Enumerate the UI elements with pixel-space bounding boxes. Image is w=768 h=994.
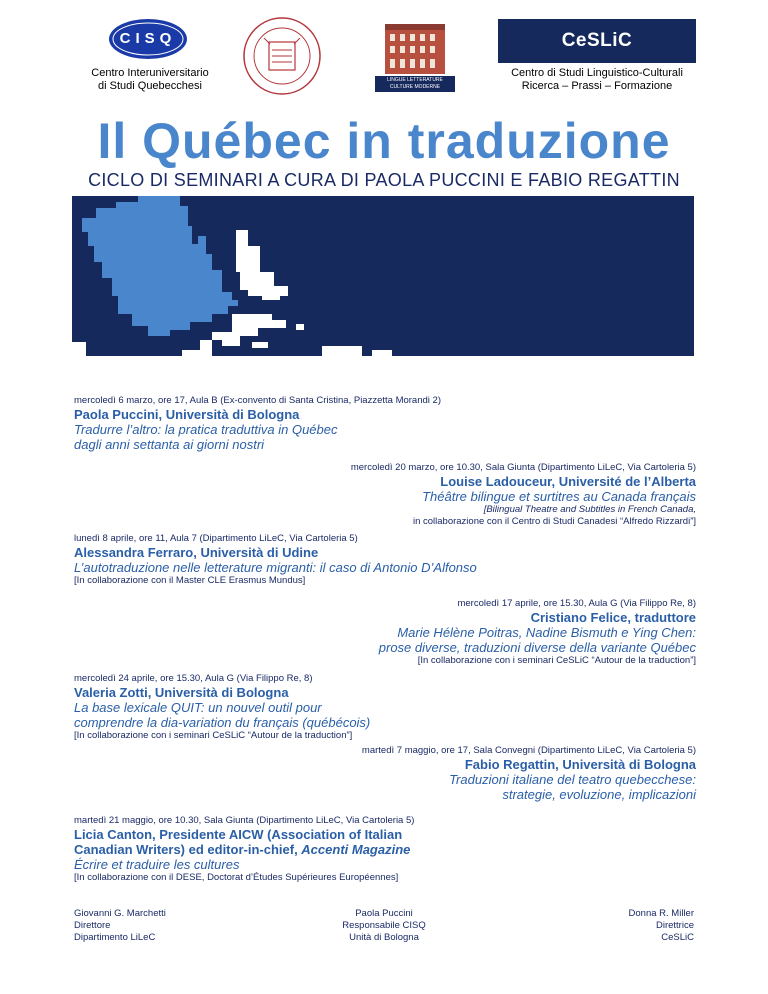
event-date: lunedì 8 aprile, ore 11, Aula 7 (Dipartimento LiLeC, Via Cartoleria 5) <box>74 533 358 544</box>
event-date: mercoledì 6 marzo, ore 17, Aula B (Ex-convento di Santa Cristina, Piazzetta Morandi 2) <box>74 395 441 406</box>
event-title: Théâtre bilingue et surtitres au Canada français <box>422 489 696 504</box>
event-6 <box>362 745 696 802</box>
event-speaker: Alessandra Ferraro, Università di Udine <box>74 545 319 560</box>
event-title: La base lexicale QUIT: un nouvel outil pour <box>74 700 322 715</box>
cisq-name-line1: Centro Interuniversitario <box>91 67 209 79</box>
ceslic-logo <box>498 19 696 63</box>
signature-role: Responsabile CISQ <box>342 920 426 931</box>
signature-role: Direttore <box>74 920 111 931</box>
ceslic-name-line1: Centro di Studi Linguistico-Culturali <box>511 67 683 79</box>
ceslic-name <box>488 67 706 93</box>
ceslic-logo-text: CeSLiC <box>561 30 633 51</box>
signature-org: Dipartimento LiLeC <box>74 932 156 943</box>
event-note: [In collaborazione con il Master CLE Erasmus Mundus] <box>74 575 306 586</box>
event-title: L’autotraduzione nelle letterature migranti: il caso di Antonio D’Alfonso <box>74 560 477 575</box>
event-title: comprendre la dia-variation du français (québécois) <box>74 715 371 730</box>
event-speaker: Licia Canton, Presidente AICW (Association of Italian <box>74 827 403 842</box>
event-title: Traduzioni italiane del teatro quebecchese: <box>449 772 696 787</box>
ceslic-name-line2: Ricerca – Prassi – Formazione <box>521 80 673 92</box>
event-speaker-part: Canadian Writers) ed editor-in-chief, <box>74 842 302 857</box>
event-title: strategie, evoluzione, implicazioni <box>502 787 696 802</box>
signature-name: Paola Puccini <box>355 908 413 919</box>
event-title: prose diverse, traduzioni diverse della variante Québec <box>378 640 696 655</box>
quebec-map-banner <box>72 196 694 356</box>
event-speaker <box>74 842 414 857</box>
event-speaker: Paola Puccini, Università di Bologna <box>74 407 300 422</box>
signature-director <box>74 908 166 944</box>
event-date: martedì 7 maggio, ore 17, Sala Convegni (Dipartimento LiLeC, Via Cartoleria 5) <box>361 745 696 756</box>
event-1 <box>74 395 441 452</box>
event-7 <box>74 815 414 884</box>
event-date: martedì 21 maggio, ore 10.30, Sala Giunta (Dipartimento LiLeC, Via Cartoleria 5) <box>74 815 415 826</box>
signature-role: Direttrice <box>655 920 694 931</box>
signature-org: CeSLiC <box>661 932 694 943</box>
event-title: dagli anni settanta ai giorni nostri <box>74 437 265 452</box>
signature-org: Unità di Bologna <box>349 932 419 943</box>
event-note: [In collaborazione con il DESE, Doctorat d’Études Supérieures Européennes] <box>74 872 399 883</box>
signature-ceslic <box>629 908 694 944</box>
university-seal-icon <box>242 16 322 96</box>
event-date: mercoledì 24 aprile, ore 15.30, Aula G (Via Filippo Re, 8) <box>74 673 313 684</box>
event-speaker: Valeria Zotti, Università di Bologna <box>74 685 289 700</box>
event-title: Marie Hélène Poitras, Nadine Bismuth e Ying Chen: <box>397 625 696 640</box>
page-title: Il Québec in traduzione <box>97 113 671 169</box>
cisq-name <box>70 67 230 93</box>
cisq-logo-text: CISQ <box>119 30 177 47</box>
event-note: [In collaborazione con i seminari CeSLiC “Autour de la traduction”] <box>417 655 696 666</box>
page-subtitle: CICLO DI SEMINARI A CURA DI PAOLA PUCCINI E FABIO REGATTIN <box>88 170 680 190</box>
university-seal <box>242 16 322 96</box>
signature-name: Giovanni G. Marchetti <box>74 908 166 919</box>
event-3 <box>74 533 477 587</box>
signature-cisq <box>309 908 459 944</box>
lilec-logo <box>375 16 455 92</box>
event-speaker: Fabio Regattin, Università di Bologna <box>464 757 696 772</box>
building-icon <box>375 16 455 76</box>
quebec-map-icon <box>72 196 694 356</box>
event-date: mercoledì 20 marzo, ore 10.30, Sala Giunta (Dipartimento LiLeC, Via Cartoleria 5) <box>350 462 696 473</box>
cisq-name-line2: di Studi Quebecchesi <box>98 80 202 92</box>
event-note: [In collaborazione con i seminari CeSLiC “Autour de la traduction”] <box>74 730 353 741</box>
event-2 <box>351 462 696 528</box>
event-speaker-magazine: Accenti Magazine <box>301 842 411 857</box>
signature-name: Donna R. Miller <box>628 908 694 919</box>
event-speaker: Cristiano Felice, traduttore <box>530 610 696 625</box>
event-speaker: Louise Ladouceur, Université de l’Alberta <box>440 474 696 489</box>
event-note: in collaborazione con il Centro di Studi Canadesi “Alfredo Rizzardi”] <box>412 516 696 527</box>
lilec-badge: LINGUE LETTERATURE CULTURE MODERNE <box>375 76 455 92</box>
event-title: Écrire et traduire les cultures <box>74 857 240 872</box>
event-title: Tradurre l’altro: la pratica traduttiva in Québec <box>74 422 338 437</box>
event-4 <box>379 598 696 667</box>
event-note: [Bilingual Theatre and Subtitles in French Canada, <box>483 504 696 515</box>
cisq-logo <box>108 18 188 60</box>
event-5 <box>74 673 370 742</box>
event-date: mercoledì 17 aprile, ore 15.30, Aula G (Via Filippo Re, 8) <box>457 598 696 609</box>
